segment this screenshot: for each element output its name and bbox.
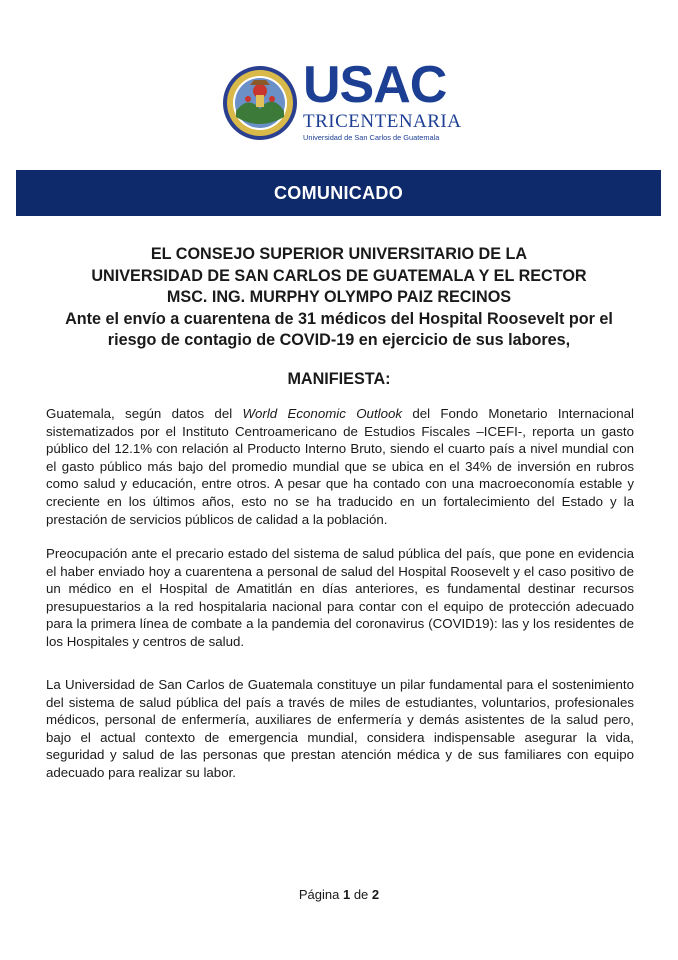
current-page: 1: [342, 887, 351, 902]
document-title: [40, 244, 638, 352]
page-word: Página: [298, 887, 340, 902]
banner-label: COMUNICADO: [274, 182, 403, 203]
title-line: MSC. ING. MURPHY OLYMPO PAIZ RECINOS: [166, 288, 512, 306]
comunicado-banner: [16, 170, 661, 216]
paragraph-text: del Fondo Monetario Internacional sistematizados por el Instituto Centroamericano de Estudios Fiscales –ICEFI-, reporta un gasto público del 12.1% con relación al Producto Interno Bruto, siendo el cuarto país a nivel mundial con el gasto público más bajo del promedio mundial que se ubica en el 34% de inversión en rubros como salud y educación, entre otros. A pesar que ha contado con una macroeconomía estable y creciente en los últimos años, esto no se ha traducido en un fortalecimiento del Estado y la prestación de servicios públicos de calidad a la población.: [46, 406, 634, 527]
logo-university: Universidad de San Carlos de Guatemala: [303, 133, 440, 142]
title-line: UNIVERSIDAD DE SAN CARLOS DE GUATEMALA Y EL RECTOR: [91, 266, 587, 285]
logo-tagline: TRICENTENARIA: [303, 111, 462, 132]
usac-logo: [303, 56, 462, 143]
page-footer: [0, 887, 678, 902]
total-pages: 2: [371, 887, 380, 902]
paragraph-italic: World Economic Outlook: [242, 406, 403, 421]
paragraph-2: Preocupación ante el precario estado del sistema de salud pública del país, que pone en evidencia el haber enviado hoy a cuarentena a personal de salud del Hospital Roosevelt y el caso positivo de un médico en el Hospital de Amatitlán en días anteriores, es fundamental destinar recursos presupuestarios a la red hospitalaria nacional para contar con el equipo de protección adecuado para la primera línea de combate a la pandemia del coronavirus (COVID19): las y los residentes de los Hospitales y centros de salud.: [46, 546, 634, 649]
university-seal-icon: [222, 65, 298, 141]
title-line: riesgo de contagio de COVID-19 en ejercicio de sus labores,: [107, 331, 571, 349]
manifiesta-heading: MANIFIESTA:: [287, 370, 391, 388]
of-word: de: [353, 887, 369, 902]
title-line: Ante el envío a cuarentena de 31 médicos del Hospital Roosevelt por el: [65, 309, 613, 328]
paragraph-3: La Universidad de San Carlos de Guatemala constituye un pilar fundamental para el sostenimiento del sistema de salud pública del país a través de miles de estudiantes, voluntarios, profesionales médicos, personal de enfermería, auxiliares de enfermería y demás asistentes de la salud pero, bajo el actual contexto de emergencia mundial, considera indispensable asegurar la vida, seguridad y salud de las personas que prestan atención médica y de sus familiares con equipo adecuado para realizar su labor.: [46, 677, 634, 780]
paragraph-text: Guatemala, según datos del: [46, 406, 243, 421]
logo-name: USAC: [303, 56, 447, 114]
paragraph-1: [46, 405, 634, 528]
letterhead: [0, 56, 678, 144]
title-line: EL CONSEJO SUPERIOR UNIVERSITARIO DE LA: [150, 245, 528, 263]
